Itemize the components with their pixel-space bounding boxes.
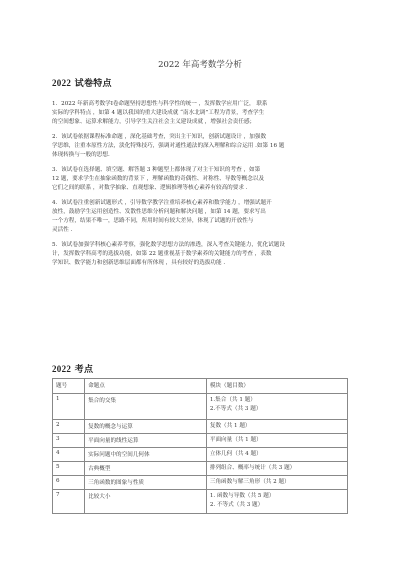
cell-number: 4 [53,448,85,462]
table-header-row [53,379,348,394]
cell-topic: 集合的交集 [85,394,207,420]
section-heading-features [52,76,112,89]
cell-topic: 实际问题中的空间几何体 [85,448,207,462]
table-row [53,462,348,476]
table-row [53,394,348,420]
cell-number: 7 [53,490,85,514]
cell-number: 1 [53,394,85,420]
header-number: 题号 [53,379,85,394]
table-row [53,490,348,514]
paragraph-4: 4．该试卷注重创新试题形式 ，引导数学教学注重培养核心素养和数学能力 ，增强试题开 放性，鼓励学生运用创造性、发散性思维分析问题和解决问题 ，如第 14 题，要求写出 一个方程，结果不唯一，思路不同，所用时间有较大差异，体现了试题的开放性与 灵活性 . [52,200,272,233]
paragraph-1: 1．2022 年新高考数学Ⅰ卷命题坚持思想性与科学性的统一 ，发挥数学应用广泛， 联系 实际的学科特点 ，如第 4 题以我国的重大建设成就 “南水北调”工程为背景，考查学生 的空间想象、运算求解能力，引导学生关注社会主义建设成就 ，增强社会责任感； [52,101,268,125]
cell-topic: 古典概型 [85,462,207,476]
section-label: 试卷特点 [74,79,112,89]
header-topic: 命题点 [85,379,207,394]
table-row [53,448,348,462]
cell-number: 3 [53,434,85,448]
cell-number: 6 [53,476,85,490]
cell-module: 1.集合（共 1 题） 2.不等式（共 3 题） [206,394,347,420]
cell-module: 三角函数与解三角形（共 2 题） [206,476,347,490]
cell-number: 2 [53,420,85,434]
cell-topic: 比较大小 [85,490,207,514]
table-row [53,420,348,434]
cell-module: 复数（共 1 题） [206,420,347,434]
section-year: 2022 [52,78,72,88]
cell-module: 排列组合、概率与统计（共 3 题） [206,462,347,476]
cell-module: 立体几何（共 4 题） [206,448,347,462]
cell-number: 5 [53,462,85,476]
cell-topic: 三角函数的图象与性质 [85,476,207,490]
document-title: 2022 年高考数学分析 [158,60,242,70]
cell-module: 平面向量（共 1 题） [206,434,347,448]
table-row [53,434,348,448]
section-year: 2022 [52,364,72,374]
topics-table [52,378,348,514]
cell-topic: 平面向量的线性运算 [85,434,207,448]
cell-module: 1. 函数与导数（共 5 题） 2. 不等式（共 3 题） [206,490,347,514]
section-label: 考点 [74,365,94,375]
cell-topic: 复数的概念与运算 [85,420,207,434]
paragraph-2: 2．该试卷依据课程标准命题 ，深化基础考查，突出主干知识，创新试题设计 ，加强数 学思维，注重本原性方法，淡化特殊技巧，强调对通性通法的深入理解和综合运用 .如第 16 题 体现转换与一般的思想. [52,134,285,158]
paragraph-3: 3．该试卷在选择题、填空题、解答题 3 种题型上都体现了对主干知识的考查 ，如第 12 题，要求学生在抽象函数的背景下 ，理解函数的奇偶性、对称性、导数等概念以及 它们之间的联系 ，对数学抽象、直观想象、逻辑推理等核心素养有较高的要求 . [52,167,265,191]
table-row [53,476,348,490]
paragraph-5: 5．该试卷加强学科核心素养考察，强化数学思想方法的渗透，深入考查关键能力，优化试题设 计，发挥数学科高考的选拔功能，如第 22 题重视基于数学素养的关键能力的考查 ，表数 学知识、数学能力和创新思维层面都有所体现 ，具有较好的选拔功能 . [52,242,285,266]
features-body [52,100,350,274]
section-heading-topics [52,362,93,375]
header-module: 模块（题目数） [206,379,347,394]
